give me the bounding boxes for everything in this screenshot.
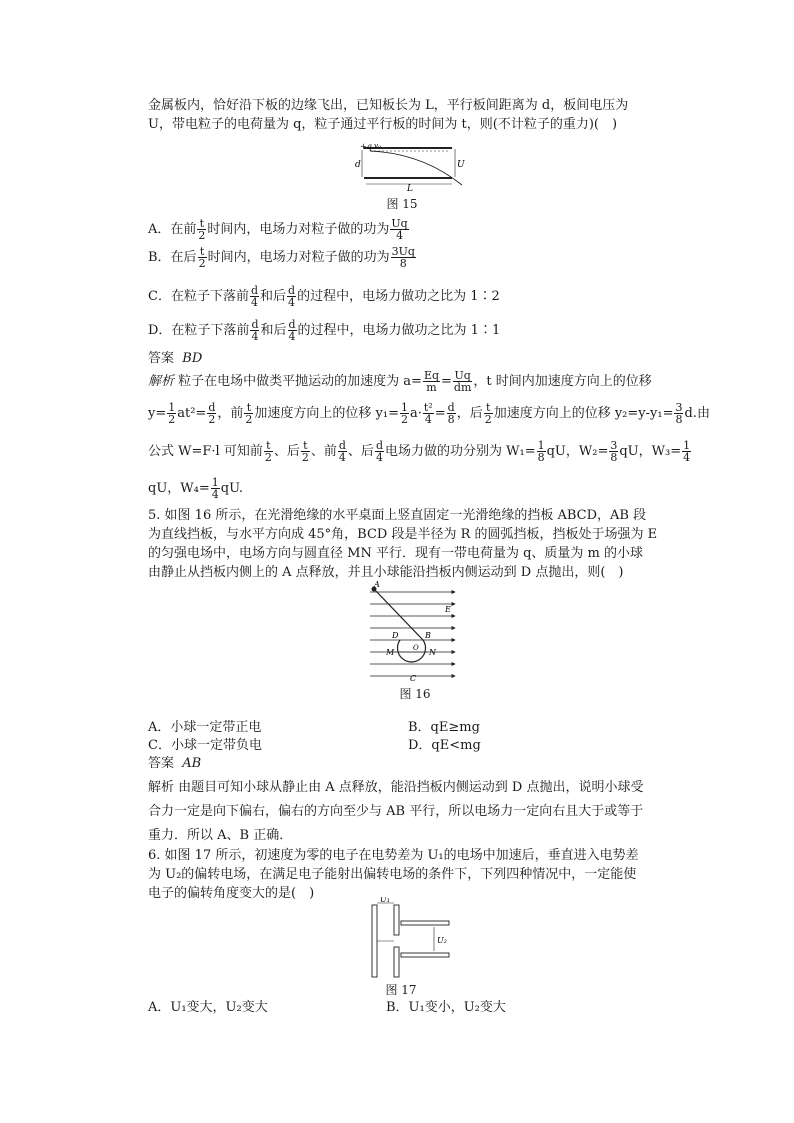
q4-option-c: C．在粒子下落前 $\frac{d}{4}$ 和后 $\frac{d}{4}$ 的过程中，电场力做功之比为 1∶2: [148, 284, 500, 309]
label-E: E: [445, 605, 451, 614]
straight-barrier-ab: [374, 589, 423, 640]
intro-line-2: U，带电粒子的电荷量为 q，粒子通过平行板的时间为 t，则(不计粒子的重力)( ): [148, 117, 618, 132]
q5-line-4: 由静止从挡板内侧上的 A 点释放，并且小球能沿挡板内侧运动到 D 点抛出，则( ): [148, 565, 624, 580]
deflection-plate-top: [401, 921, 449, 925]
label-A: A: [374, 580, 380, 589]
q5-option-a: A．小球一定带正电: [148, 720, 262, 735]
q5-line-3: 的匀强电场中，电场方向与圆直径 MN 平行．现有一带电荷量为 q、质量为 m 的小球: [148, 546, 643, 561]
label-C: C: [410, 674, 417, 682]
q5-explain-line-1: 解析 由题目可知小球从静止由 A 点释放，能沿挡板内侧运动到 D 点抛出，说明小球受: [148, 780, 644, 795]
q5-option-b: B．qE≥mg: [408, 720, 480, 735]
q5-explain-line-2: 合力一定是向下偏右，偏右的方向至少与 AB 平行，所以电场力一定向右且大于或等于: [148, 804, 644, 819]
accelerating-plate-right-top: [394, 905, 399, 935]
arc-barrier-bcd: [398, 640, 426, 662]
accelerating-plate-right-bottom: [394, 947, 399, 977]
label-U1: U₁: [380, 897, 390, 904]
label-U2: U₂: [437, 936, 447, 945]
q6-line-3: 电子的偏转角度变大的是( ): [148, 886, 315, 901]
l-label: L: [407, 184, 413, 194]
q5-line-1: 5. 如图 16 所示，在光滑绝缘的水平桌面上竖直固定一光滑绝缘的挡板 ABCD，AB 段: [148, 508, 647, 523]
u-label: U: [457, 160, 465, 170]
figure-16-diagram: [365, 580, 465, 682]
figure-17-diagram: [368, 897, 468, 981]
q4-option-b: B．在后 $\frac{t}{2}$ 时间内，电场力对粒子做的功为 $\frac{3Uq}{8}$: [148, 245, 415, 270]
q4-answer: 答案 BD: [148, 351, 203, 366]
q4-explain-line-3: 公式 W=F·l 可知前 $\frac{t}{2}$ 、后 $\frac{t}{2}$ 、前 $\frac{d}{4}$ 、后 $\frac{d}{4}$ 电场力做的功分别为 W₁= $\frac{1}{8}$ qU，W₂= $\frac{3}{8}$ qU，W₃= $\frac{1}{4}$: [148, 439, 691, 464]
q5-line-2: 为直线挡板，与水平方向成 45°角，BCD 段是半径为 R 的圆弧挡板，挡板处于场强为 E: [148, 527, 658, 542]
label-M: M: [386, 648, 395, 657]
q5-option-c: C．小球一定带负电: [148, 738, 262, 753]
q5-option-d: D．qE<mg: [408, 738, 481, 753]
q4-explain-line-1: 解析 粒子在电场中做类平抛运动的加速度为 a= $\frac{Eq}{m}$ = $\frac{Uq}{dm}$ ，t 时间内加速度方向上的位移: [148, 369, 652, 394]
v0-label: v₀: [374, 142, 381, 150]
q6-option-a: A．U₁变大，U₂变大: [148, 1000, 268, 1015]
label-B: B: [425, 631, 431, 640]
particle-trajectory: [370, 151, 462, 185]
q4-explain-line-4: qU，W₄= $\frac{1}{4}$ qU.: [148, 476, 243, 501]
charge-label: +q: [360, 142, 372, 151]
q4-explain-line-2: y= $\frac{1}{2}$ at²= $\frac{d}{2}$ ，前 $\frac{t}{2}$ 加速度方向上的位移 y₁= $\frac{1}{2}$ a· $\frac{\text{t²}}{4}$ = $\frac{d}{8}$ ，后 $\frac{t}{2}$ 加速度方向上的位移 y₂=y-y₁= $\frac{3}{8}$ d.由: [148, 401, 710, 426]
figure-15-diagram: [352, 138, 472, 198]
figure-17-caption: 图 17: [385, 983, 417, 997]
intro-line-1: 金属板内，恰好沿下板的边缘飞出，已知板长为 L，平行板间距离为 d，板间电压为: [148, 98, 629, 113]
q4-option-d: D．在粒子下落前 $\frac{d}{4}$ 和后 $\frac{d}{4}$ 的过程中，电场力做功之比为 1∶1: [148, 318, 501, 343]
d-label: d: [355, 160, 361, 170]
q6-option-b: B．U₁变小，U₂变大: [386, 1000, 506, 1015]
q4-option-a: A．在前 $\frac{t}{2}$ 时间内，电场力对粒子做的功为 $\frac{Uq}{4}$: [148, 217, 408, 242]
figure-16-caption: 图 16: [399, 687, 431, 701]
q5-answer: 答案 AB: [148, 756, 202, 771]
label-N: N: [429, 648, 436, 657]
label-D: D: [392, 631, 399, 640]
accelerating-plate-left: [372, 905, 377, 977]
q6-line-2: 为 U₂的偏转电场，在满足电子能射出偏转电场的条件下，下列四种情况中，一定能使: [148, 867, 637, 882]
q6-line-1: 6. 如图 17 所示，初速度为零的电子在电势差为 U₁的电场中加速后，垂直进入电势差: [148, 848, 639, 863]
label-O: O: [413, 644, 419, 652]
figure-15-caption: 图 15: [386, 197, 418, 211]
q5-explain-line-3: 重力．所以 A、B 正确．: [148, 828, 293, 843]
deflection-plate-bottom: [401, 953, 449, 957]
